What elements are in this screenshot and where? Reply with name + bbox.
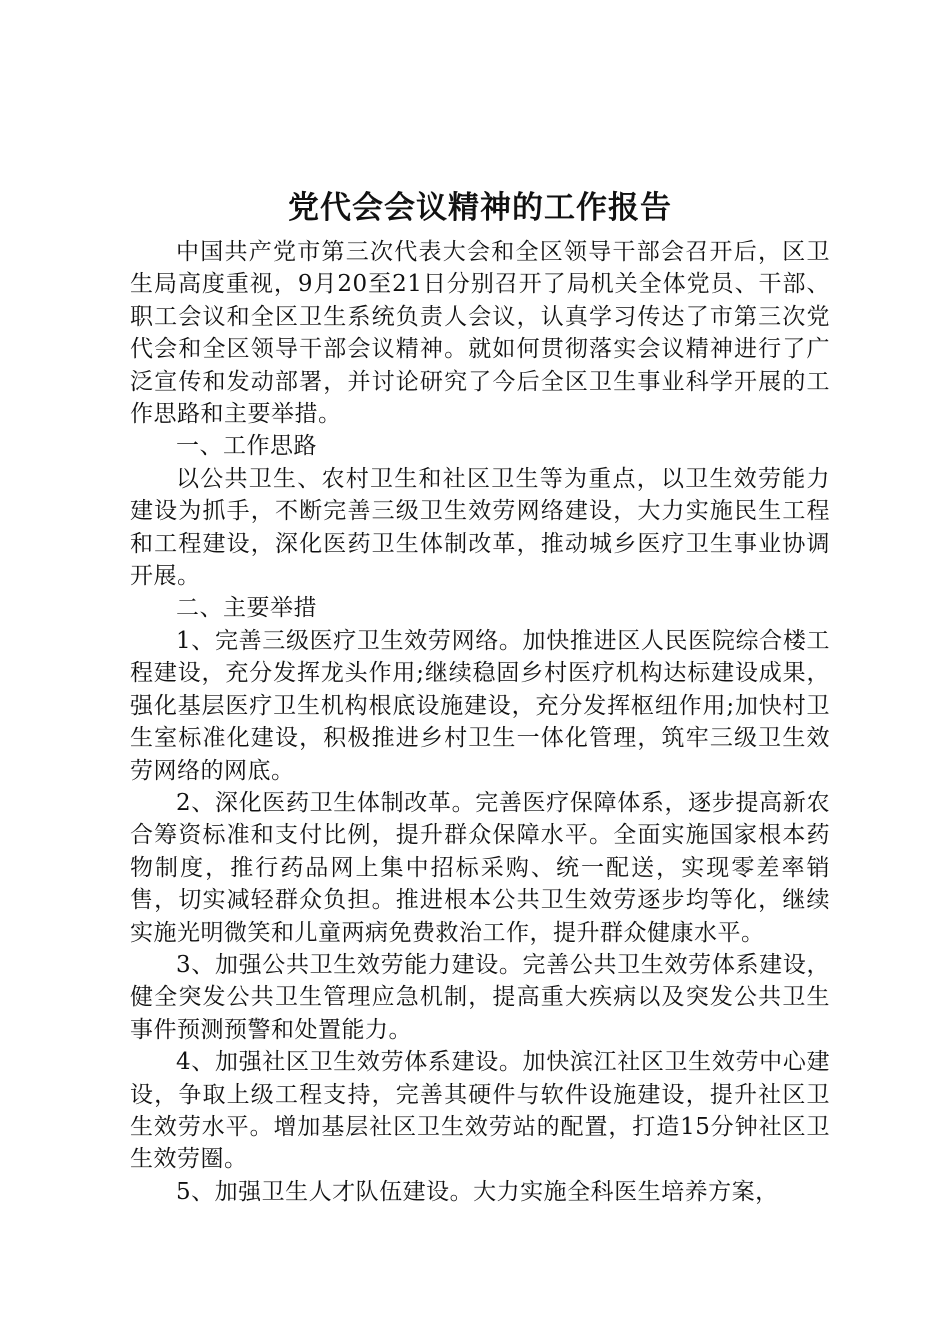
work-ideas-paragraph: 以公共卫生、农村卫生和社区卫生等为重点，以卫生效劳能力建设为抓手，不断完善三级卫生效劳网络建设，大力实施民生工程和工程建设，深化医药卫生体制改革，推动城乡医疗卫生事业协调开展。 <box>130 465 830 590</box>
measure-paragraph-4: 4、加强社区卫生效劳体系建设。加快滨江社区卫生效劳中心建设，争取上级工程支持，完善其硬件与软件设施建设，提升社区卫生效劳水平。增加基层社区卫生效劳站的配置，打造15分钟社区卫生效劳圈。 <box>130 1049 830 1173</box>
document-title: 党代会会议精神的工作报告 <box>288 190 672 226</box>
section-heading-work-ideas: 一、工作思路 <box>176 433 317 460</box>
section-heading-main-measures: 二、主要举措 <box>176 595 317 622</box>
measure-paragraph-2: 2、深化医药卫生体制改革。完善医疗保障体系，逐步提高新农合筹资标准和支付比例，提升群众保障水平。全面实施国家根本药物制度，推行药品网上集中招标采购、统一配送，实现零差率销售，切实减轻群众负担。推进根本公共卫生效劳逐步均等化，继续实施光明微笑和儿童两病免费救治工作，提升群众健康水平。 <box>130 789 830 946</box>
measure-paragraph-1: 1、完善三级医疗卫生效劳网络。加快推进区人民医院综合楼工程建设，充分发挥龙头作用;继续稳固乡村医疗机构达标建设成果，强化基层医疗卫生机构根底设施建设，充分发挥枢纽作用;加快村卫生室标准化建设，积极推进乡村卫生一体化管理，筑牢三级卫生效劳网络的网底。 <box>130 627 830 784</box>
measure-paragraph-5: 5、加强卫生人才队伍建设。大力实施全科医生培养方案， <box>176 1178 779 1205</box>
measure-paragraph-3: 3、加强公共卫生效劳能力建设。完善公共卫生效劳体系建设，健全突发公共卫生管理应急机制，提高重大疾病以及突发公共卫生事件预测预警和处置能力。 <box>130 951 830 1043</box>
document-page <box>130 180 830 1208</box>
intro-paragraph: 中国共产党市第三次代表大会和全区领导干部会召开后，区卫生局高度重视，9月20至21日分别召开了局机关全体党员、干部、职工会议和全区卫生系统负责人会议，认真学习传达了市第三次党代会和全区领导干部会议精神。就如何贯彻落实会议精神进行了广泛宣传和发动部署，并讨论研究了今后全区卫生事业科学开展的工作思路和主要举措。 <box>130 239 830 428</box>
